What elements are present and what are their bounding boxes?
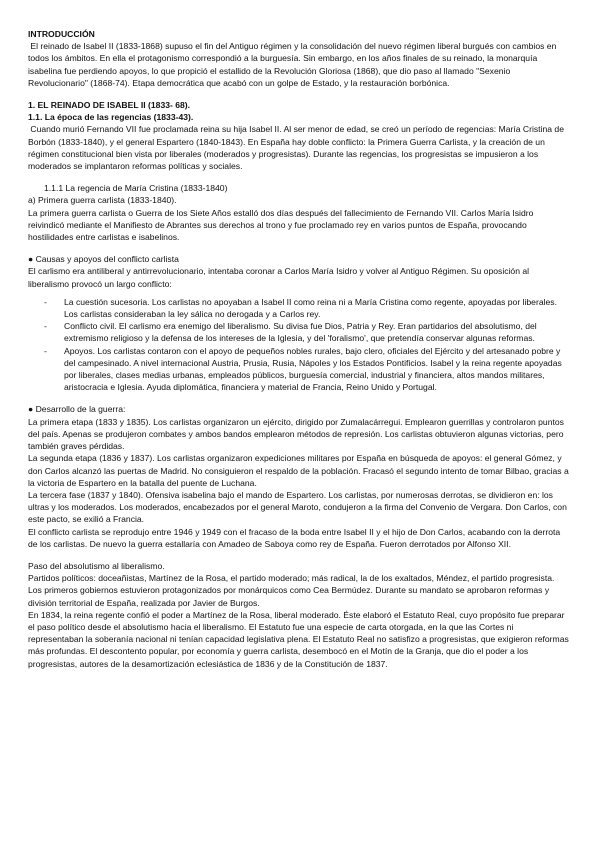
section-1-1-paragraph: [28, 123, 570, 172]
intro-text: El reinado de Isabel II (1833-1868) supuso el fin del Antiguo régimen y la consolidación del nuevo régimen liberal burgués con cambios en todos los ámbitos. En ella el protagonismo correspondió a la burguesía. Sin embargo, en los años finales de su reinado, la monarquía isabelina fue perdiendo apoyos, lo que propició el estallido de la Revolución Gloriosa (1868), que dio paso al llamado "Sexenio Revolucionario" (1868-74). Etapa democrática que acabó con un golpe de Estado, y la restauración borbónica.: [28, 41, 557, 88]
causas-list: [28, 296, 570, 394]
intro-heading: INTRODUCCIÓN: [28, 29, 95, 39]
partidos-paragraph: Partidos políticos: doceañistas, Martínez de la Rosa, el partido moderado; más radical, la de los exaltados, Méndez, el partido progresista.: [28, 573, 555, 584]
section-1-heading: 1. EL REINADO DE ISABEL II (1833- 68).: [28, 100, 191, 111]
etapa-2-paragraph: La segunda etapa (1836 y 1837). Los carlistas organizaron expediciones militares por España en búsqueda de apoyos: el general Gómez, y don Carlos alcanzó las puertas de Madrid. No consiguieron el respaldo de la población. Fracasó el segundo intento de tomar Bilbao, gracias a la victoria de Espartero en la batalla del puente de Luchana.: [28, 453, 569, 488]
intro-paragraph: [28, 40, 570, 89]
list-item: [44, 320, 570, 344]
conflicto-paragraph: El conflicto carlista se reprodujo entre 1946 y 1949 con el fracaso de la boda entre Isabel II y el hijo de Don Carlos, acabando con la derrota de los carlistas. De nuevo la guerra estallaría con Amadeo de Saboya como rey de España. Fueron derrotados por Alfonso XII.: [28, 526, 561, 549]
paso-heading: Paso del absolutismo al liberalismo.: [28, 560, 165, 571]
desarrollo-heading: ● Desarrollo de la guerra:: [28, 404, 126, 415]
dash-marker: -: [44, 321, 47, 332]
causas-paragraph: El carlismo era antiliberal y antirrevolucionario, intentaba coronar a Carlos María Isidro y volver al Antiguo Régimen. Su oposición al liberalismo provocó un largo conflicto:: [28, 266, 530, 289]
section-1-1-text: Cuando murió Fernando VII fue proclamada reina su hija Isabel II. Al ser menor de edad, se creó un período de regencias: María Cristina de Borbón (1833-1840), y el general Espartero (1840-1843). En España hay doble conflicto: la Primera Guerra Carlista, y la creación de un régimen constitucional bien vista por liberales (moderados y progresistas). Durante las regencias, los progresistas se impusieron a los moderados se implantaron reformas políticas y sociales.: [28, 124, 564, 172]
dash-marker: -: [44, 296, 47, 307]
estatuto-paragraph: En 1834, la reina regente confió el poder a Martínez de la Rosa, liberal moderado. Éste elaboró el Estatuto Real, cuyo propósito fue preparar el paso político desde el absolutismo hacia el liberalismo. El Estatuto fue una especie de carta otorgada, en la que las Cortes ni representaban la soberanía nacional ni tenían capacidad legislativa plena. El Estatuto Real no satisfizo a progresistas, que exigieron reformas más profundas. El descontento popular, por economía y guerra carlista, desembocó en el Motín de la Granja, que dio el poder a los progresistas, autores de la desamortización eclesiástica de 1836 y de la Constitución de 1837.: [28, 609, 569, 669]
causas-heading: ● Causas y apoyos del conflicto carlista: [28, 254, 179, 265]
section-1-1-heading: 1.1. La época de las regencias (1833-43).: [28, 112, 194, 123]
dash-marker: -: [44, 345, 47, 356]
guerra-carlista-heading: a) Primera guerra carlista (1833-1840).: [28, 195, 177, 206]
list-item: [44, 296, 570, 320]
etapa-1-paragraph: La primera etapa (1833 y 1835). Los carlistas organizaron un ejército, dirigido por Zumalacárregui. Emplearon guerrillas y controlaron puntos del país. Apenas se produjeron combates y ambos bandos emplearon métodos de represión. Los carlistas obtuvieron algunas victorias, pero también graves pérdidas.: [28, 416, 564, 452]
guerra-carlista-paragraph: La primera guerra carlista o Guerra de los Siete Años estalló dos días después del fallecimiento de Fernando VII. Carlos María Isidro reivindicó mediante el Manifiesto de Abrantes sus derechos al trono y fue proclamado rey en varios puntos de España, provocando hostilidades entre carlistas e isabelinos.: [28, 207, 534, 243]
gobiernos-paragraph: Los primeros gobiernos estuvieron protagonizados por monárquicos como Cea Bermúdez. Durante su mandato se aprobaron reformas y división territorial de España, realizada por Javier de Burgos.: [28, 585, 550, 608]
list-item-text: Apoyos. Los carlistas contaron con el apoyo de pequeños nobles rurales, bajo clero, oficiales del Ejército y del artesanado pobre y del campesinado. A nivel internacional Austria, Prusia, Rusia, Nápoles y los Estados Pontificios. Isabel y la reina regente apoyadas por liberales, clases medias urbanas, empleados públicos, burguesía comercial, industrial y financiera, altos mandos militares, aristocracia e Iglesia. Ayuda diplomática, financiera y material de Francia, Reino Unido y Portugal.: [64, 345, 562, 393]
list-item: [44, 345, 570, 394]
regencia-heading: 1.1.1 La regencia de María Cristina (1833-1840): [44, 183, 228, 194]
etapa-3-paragraph: La tercera fase (1837 y 1840). Ofensiva isabelina bajo el mando de Espartero. Los carlistas, por numerosas derrotas, se dividieron en: los ultras y los moderados. Los moderados, encabezados por el general Maroto, condujeron a la firma del Convenio de Vergara. Don Carlos, con este pacto, se exilió a Francia.: [28, 489, 567, 525]
list-item-text: La cuestión sucesoria. Los carlistas no apoyaban a Isabel II como reina ni a María Cristina como regente, apoyadas por liberales. Los carlistas consideraban la ley sálica no derogada y a Carlos rey.: [64, 296, 557, 320]
list-item-text: Conflicto civil. El carlismo era enemigo del liberalismo. Su divisa fue Dios, Patria y Rey. Eran partidarios del absolutismo, del extremismo religioso y la defensa de los intereses de la Iglesia, y del 'foralismo', que pretendía conservar algunas reformas.: [64, 321, 537, 344]
